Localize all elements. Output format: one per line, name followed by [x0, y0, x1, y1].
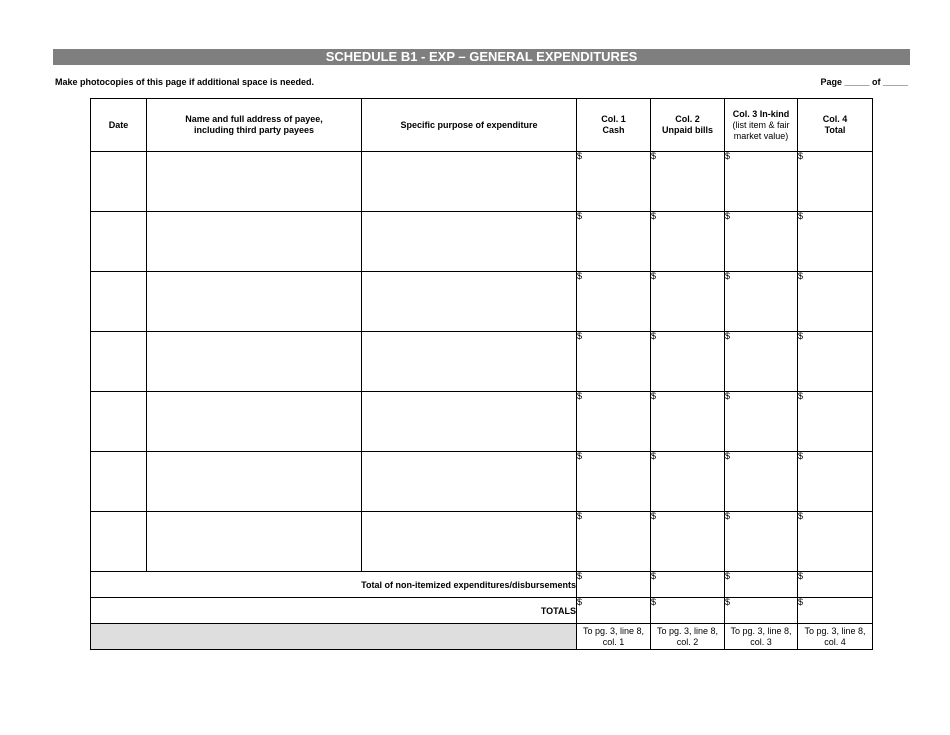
- unpaid-cell[interactable]: $: [651, 452, 725, 512]
- shaded-cell: [91, 624, 577, 650]
- nonitemized-cash-cell[interactable]: $: [577, 572, 651, 598]
- col4-carryover-note: To pg. 3, line 8, col. 4: [798, 624, 873, 650]
- date-cell[interactable]: [91, 392, 147, 452]
- purpose-cell[interactable]: [362, 212, 577, 272]
- inkind-cell[interactable]: $: [725, 152, 798, 212]
- total-cell[interactable]: $: [798, 452, 873, 512]
- table-row: [91, 332, 873, 392]
- table-row: [91, 272, 873, 332]
- inkind-cell[interactable]: $: [725, 212, 798, 272]
- payee-cell[interactable]: [147, 512, 362, 572]
- col2-carryover-note: To pg. 3, line 8, col. 2: [651, 624, 725, 650]
- col3-carryover-note: To pg. 3, line 8, col. 3: [725, 624, 798, 650]
- purpose-cell[interactable]: [362, 272, 577, 332]
- carryover-row: [91, 624, 873, 650]
- nonitemized-row: [91, 572, 873, 598]
- date-cell[interactable]: [91, 212, 147, 272]
- total-cell[interactable]: $: [798, 212, 873, 272]
- totals-inkind-cell[interactable]: $: [725, 598, 798, 624]
- unpaid-cell[interactable]: $: [651, 152, 725, 212]
- table-row: [91, 212, 873, 272]
- date-cell[interactable]: [91, 152, 147, 212]
- cash-cell[interactable]: $: [577, 332, 651, 392]
- purpose-cell[interactable]: [362, 392, 577, 452]
- total-cell[interactable]: $: [798, 512, 873, 572]
- unpaid-cell[interactable]: $: [651, 272, 725, 332]
- cash-cell[interactable]: $: [577, 512, 651, 572]
- cash-cell[interactable]: $: [577, 392, 651, 452]
- nonitemized-unpaid-cell[interactable]: $: [651, 572, 725, 598]
- total-cell[interactable]: $: [798, 332, 873, 392]
- inkind-cell[interactable]: $: [725, 452, 798, 512]
- table-row: [91, 512, 873, 572]
- col2-unpaid-header: Col. 2 Unpaid bills: [651, 99, 725, 152]
- date-cell[interactable]: [91, 272, 147, 332]
- totals-row: [91, 598, 873, 624]
- nonitemized-total-cell[interactable]: $: [798, 572, 873, 598]
- payee-cell[interactable]: [147, 212, 362, 272]
- total-cell[interactable]: $: [798, 152, 873, 212]
- payee-cell[interactable]: [147, 392, 362, 452]
- unpaid-cell[interactable]: $: [651, 392, 725, 452]
- totals-cash-cell[interactable]: $: [577, 598, 651, 624]
- total-cell[interactable]: $: [798, 392, 873, 452]
- purpose-header: Specific purpose of expenditure: [362, 99, 577, 152]
- cash-cell[interactable]: $: [577, 212, 651, 272]
- page-number-field[interactable]: Page _____ of _____: [820, 77, 908, 87]
- date-cell[interactable]: [91, 332, 147, 392]
- totals-label: TOTALS: [91, 598, 577, 624]
- header-row: [91, 99, 873, 152]
- photocopy-instruction: Make photocopies of this page if additional space is needed.: [55, 77, 315, 87]
- col4-total-header: Col. 4 Total: [798, 99, 873, 152]
- totals-total-cell[interactable]: $: [798, 598, 873, 624]
- inkind-cell[interactable]: $: [725, 512, 798, 572]
- payee-header: Name and full address of payee, including third party payees: [147, 99, 362, 152]
- col3-inkind-header: Col. 3 In-kind (list item & fair market value): [725, 99, 798, 152]
- col1-carryover-note: To pg. 3, line 8, col. 1: [577, 624, 651, 650]
- purpose-cell[interactable]: [362, 512, 577, 572]
- unpaid-cell[interactable]: $: [651, 332, 725, 392]
- payee-cell[interactable]: [147, 452, 362, 512]
- table-row: [91, 452, 873, 512]
- total-cell[interactable]: $: [798, 272, 873, 332]
- date-header: Date: [91, 99, 147, 152]
- inkind-cell[interactable]: $: [725, 332, 798, 392]
- unpaid-cell[interactable]: $: [651, 212, 725, 272]
- expenditures-table: [90, 98, 873, 650]
- payee-cell[interactable]: [147, 152, 362, 212]
- nonitemized-inkind-cell[interactable]: $: [725, 572, 798, 598]
- inkind-cell[interactable]: $: [725, 272, 798, 332]
- schedule-title: SCHEDULE B1 - EXP – GENERAL EXPENDITURES: [53, 49, 910, 65]
- cash-cell[interactable]: $: [577, 272, 651, 332]
- col1-cash-header: Col. 1 Cash: [577, 99, 651, 152]
- totals-unpaid-cell[interactable]: $: [651, 598, 725, 624]
- nonitemized-label: Total of non-itemized expenditures/disbursements: [91, 572, 577, 598]
- unpaid-cell[interactable]: $: [651, 512, 725, 572]
- purpose-cell[interactable]: [362, 152, 577, 212]
- table-row: [91, 152, 873, 212]
- inkind-cell[interactable]: $: [725, 392, 798, 452]
- date-cell[interactable]: [91, 452, 147, 512]
- payee-cell[interactable]: [147, 272, 362, 332]
- date-cell[interactable]: [91, 512, 147, 572]
- payee-cell[interactable]: [147, 332, 362, 392]
- cash-cell[interactable]: $: [577, 452, 651, 512]
- table-row: [91, 392, 873, 452]
- purpose-cell[interactable]: [362, 452, 577, 512]
- purpose-cell[interactable]: [362, 332, 577, 392]
- cash-cell[interactable]: $: [577, 152, 651, 212]
